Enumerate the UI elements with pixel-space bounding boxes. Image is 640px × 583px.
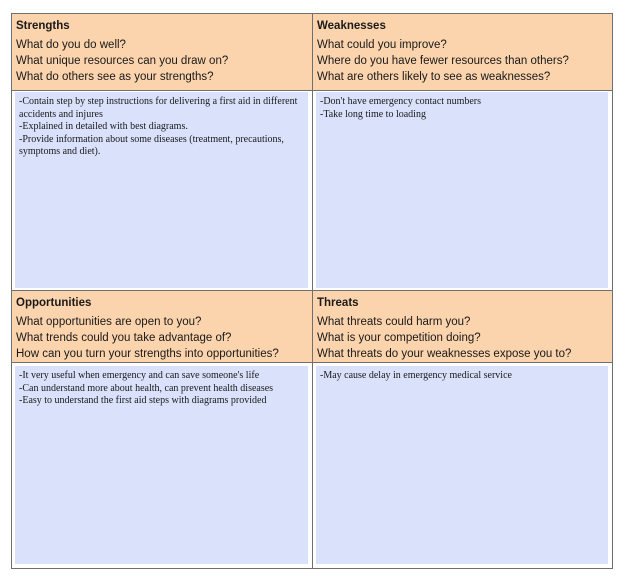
opportunities-notes-box: [15, 366, 308, 564]
opportunities-note: -Can understand more about health, can prevent health diseases: [19, 382, 274, 394]
opportunities-title: Opportunities: [16, 297, 92, 309]
threats-notes-box: [316, 366, 608, 564]
weaknesses-notes-box: [316, 92, 608, 288]
threats-question: What threats could harm you?: [317, 316, 471, 328]
strengths-question: What do others see as your strengths?: [16, 71, 214, 83]
threats-question: What is your competition doing?: [317, 332, 481, 344]
divider-bottom-header: [12, 362, 612, 363]
threats-header: [313, 291, 612, 362]
weaknesses-question: Where do you have fewer resources than others?: [317, 55, 569, 67]
strengths-question: What unique resources can you draw on?: [16, 55, 229, 67]
weaknesses-note: -Take long time to loading: [320, 108, 426, 120]
opportunities-question: What opportunities are open to you?: [16, 316, 202, 328]
strengths-title: Strengths: [16, 20, 70, 32]
threats-title: Threats: [317, 297, 359, 309]
weaknesses-header: [313, 14, 612, 90]
opportunities-note: -Easy to understand the first aid steps with diagrams provided: [19, 395, 267, 406]
strengths-question: What do you do well?: [16, 39, 126, 51]
strengths-notes-box: [15, 92, 308, 288]
strengths-note: -Contain step by step instructions for delivering a first aid in different accidents and injures: [19, 96, 300, 120]
threats-question: What threats do your weaknesses expose you to?: [317, 348, 572, 360]
opportunities-question: What trends could you take advantage of?: [16, 332, 232, 344]
strengths-note: -Explained in detailed with best diagrams.: [19, 121, 188, 132]
weaknesses-note: -Don't have emergency contact numbers: [320, 96, 482, 107]
threats-note: -May cause delay in emergency medical service: [320, 370, 512, 381]
opportunities-question: How can you turn your strengths into opportunities?: [16, 348, 279, 360]
opportunities-note: -It very useful when emergency and can save someone's life: [19, 370, 260, 381]
strengths-header: [12, 14, 312, 90]
strengths-note: -Provide information about some diseases (treatment, precautions, symptoms and diet).: [19, 133, 287, 157]
weaknesses-question: What are others likely to see as weaknesses?: [317, 71, 551, 83]
swot-grid: [11, 13, 613, 569]
weaknesses-title: Weaknesses: [317, 20, 386, 32]
weaknesses-question: What could you improve?: [317, 39, 447, 51]
divider-top-header: [12, 90, 612, 91]
opportunities-header: [12, 291, 312, 362]
